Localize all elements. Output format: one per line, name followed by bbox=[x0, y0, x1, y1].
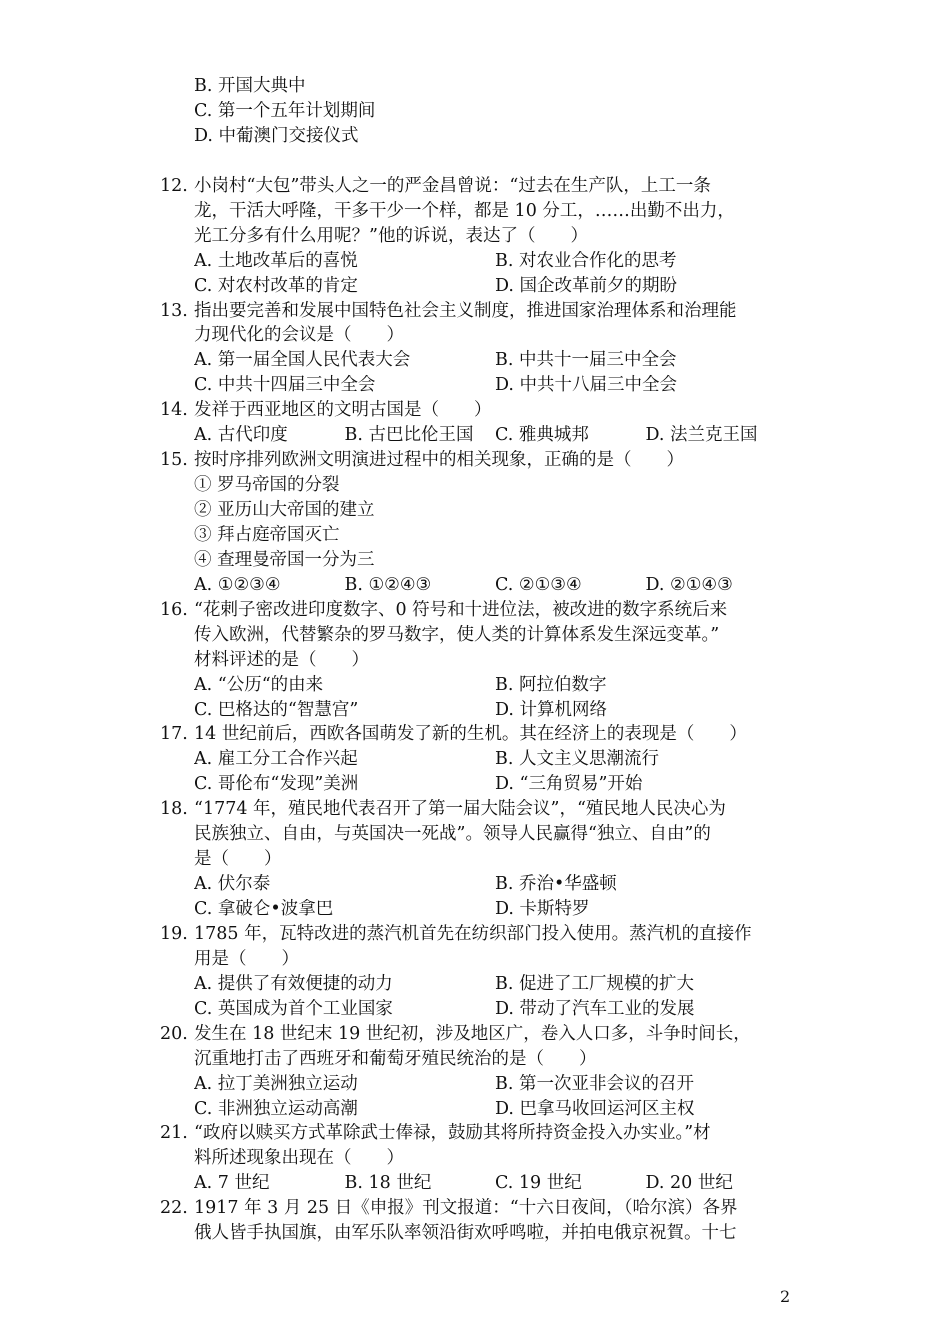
question-stem-line: 发祥于西亚地区的文明古国是（ ） bbox=[194, 400, 492, 421]
question-13 bbox=[160, 299, 796, 349]
question-stem-line: 俄人皆手执国旗，由军乐队率领沿街欢呼鸣啦，并拍电俄京祝賀。十七 bbox=[194, 1223, 737, 1244]
option-b: B. ①②④③ bbox=[344, 574, 432, 595]
question-stem-line: “政府以赎买方式革除武士俸禄，鼓励其将所持资金投入办实业。”材 bbox=[194, 1123, 711, 1144]
option-d: D. 国企改革前夕的期盼 bbox=[495, 275, 678, 296]
question-number: 16. bbox=[160, 599, 188, 620]
question-17-options bbox=[160, 747, 796, 797]
question-stem-line: 料所述现象出现在（ ） bbox=[194, 1148, 404, 1169]
option-b: B. 古巴比伦王国 bbox=[344, 425, 474, 446]
question-number: 14. bbox=[160, 400, 188, 421]
question-18 bbox=[160, 797, 796, 872]
question-number: 19. bbox=[160, 923, 188, 944]
question-16-options bbox=[160, 673, 796, 723]
question-20-options bbox=[160, 1072, 796, 1122]
question-21 bbox=[160, 1121, 796, 1171]
question-stem-line: 光工分多有什么用呢？”他的诉说，表达了（ ） bbox=[194, 225, 588, 246]
option-b: B. 乔治•华盛顿 bbox=[495, 874, 617, 895]
question-stem-line: 按时序排列欧洲文明演进过程中的相关现象，正确的是（ ） bbox=[194, 450, 684, 471]
option-a: A. 土地改革后的喜悦 bbox=[194, 250, 358, 271]
option-b: B. 第一次亚非会议的召开 bbox=[495, 1073, 694, 1094]
question-stem-line: 是（ ） bbox=[194, 849, 282, 870]
question-number: 22. bbox=[160, 1198, 188, 1219]
question-stem-line: 力现代化的会议是（ ） bbox=[194, 325, 404, 346]
option-a: A. “公历“的由来 bbox=[194, 674, 324, 695]
option-b: B. 中共十一届三中全会 bbox=[495, 350, 677, 371]
option-c: C. 雅典城邦 bbox=[495, 425, 589, 446]
question-14-options bbox=[160, 423, 796, 448]
page-content bbox=[160, 74, 796, 1246]
option: B. 开国大典中 bbox=[194, 76, 306, 96]
question-21-options bbox=[160, 1171, 796, 1196]
question-number: 13. bbox=[160, 300, 188, 321]
option-c: C. 巴格达的“智慧宫” bbox=[194, 699, 359, 720]
option-c: C. 对农村改革的肯定 bbox=[194, 275, 358, 296]
page-number: 2 bbox=[780, 1287, 791, 1306]
list-item: ① 罗马帝国的分裂 bbox=[194, 475, 340, 496]
question-13-options bbox=[160, 348, 796, 398]
question-number: 18. bbox=[160, 799, 188, 820]
option-d: D. ②①④③ bbox=[645, 574, 733, 595]
option-d: D. “三角贸易”开始 bbox=[495, 774, 643, 795]
question-15-items bbox=[160, 473, 796, 573]
question-stem-line: 龙，干活大呼隆，干多干少一个样，都是 10 分工，……出勤不出力， bbox=[194, 200, 735, 221]
option-d: D. 巴拿马收回运河区主权 bbox=[495, 1098, 695, 1119]
option-c: C. 英国成为首个工业国家 bbox=[194, 998, 393, 1019]
option-c: C. 哥伦布“发现”美洲 bbox=[194, 774, 359, 795]
option: D. 中葡澳门交接仪式 bbox=[194, 125, 359, 146]
question-number: 20. bbox=[160, 1023, 188, 1044]
question-14 bbox=[160, 398, 796, 423]
question-19 bbox=[160, 922, 796, 972]
option-b: B. 对农业合作化的思考 bbox=[495, 250, 677, 271]
question-stem-line: 发生在 18 世纪末 19 世纪初，涉及地区广，卷入人口多，斗争时间长， bbox=[194, 1023, 751, 1044]
question-number: 12. bbox=[160, 175, 188, 196]
question-18-options bbox=[160, 872, 796, 922]
option-b: B. 18 世纪 bbox=[344, 1173, 432, 1194]
list-item: ② 亚历山大帝国的建立 bbox=[194, 500, 375, 520]
option-a: A. 第一届全国人民代表大会 bbox=[194, 350, 411, 371]
option-a: A. 7 世纪 bbox=[194, 1173, 270, 1194]
option-c: C. ②①③④ bbox=[495, 574, 582, 595]
question-15-options bbox=[160, 573, 796, 598]
option-d: D. 带动了汽车工业的发展 bbox=[495, 998, 695, 1019]
question-stem-line: 1917 年 3 月 25 日《申报》刊文报道：“十六日夜间，（哈尔滨）各界 bbox=[194, 1198, 738, 1219]
question-19-options bbox=[160, 972, 796, 1022]
question-12-options bbox=[160, 249, 796, 299]
option-b: B. 促进了工厂规模的扩大 bbox=[495, 973, 694, 994]
question-stem-line: 用是（ ） bbox=[194, 948, 299, 969]
question-number: 21. bbox=[160, 1123, 188, 1144]
question-stem-line: 1785 年，瓦特改进的蒸汽机首先在纺织部门投入使用。蒸汽机的直接作 bbox=[194, 923, 752, 944]
question-12 bbox=[160, 174, 796, 249]
option-a: A. 雇工分工合作兴起 bbox=[194, 749, 358, 770]
option-c: C. 中共十四届三中全会 bbox=[194, 375, 376, 396]
option-d: D. 计算机网络 bbox=[495, 699, 608, 720]
option-d: D. 20 世纪 bbox=[645, 1173, 733, 1194]
question-stem-line: 传入欧洲，代替繁杂的罗马数字，使人类的计算体系发生深远变革。” bbox=[194, 624, 720, 645]
question-15 bbox=[160, 448, 796, 473]
question-stem-line: “花剌子密改进印度数字、0 符号和十进位法，被改进的数字系统后来 bbox=[194, 599, 728, 620]
option-d: D. 法兰克王国 bbox=[645, 425, 758, 446]
question-stem-line: 指出要完善和发展中国特色社会主义制度，推进国家治理体系和治理能 bbox=[194, 300, 737, 321]
option-c: C. 非洲独立运动高潮 bbox=[194, 1098, 358, 1119]
question-20 bbox=[160, 1022, 796, 1072]
list-item: ④ 查理曼帝国一分为三 bbox=[194, 549, 375, 570]
question-22 bbox=[160, 1196, 796, 1246]
carryover-options bbox=[160, 74, 796, 149]
question-16 bbox=[160, 598, 796, 673]
option-b: B. 阿拉伯数字 bbox=[495, 674, 607, 695]
list-item: ③ 拜占庭帝国灭亡 bbox=[194, 524, 340, 545]
option-b: B. 人文主义思潮流行 bbox=[495, 749, 659, 770]
option-c: C. 19 世纪 bbox=[495, 1173, 582, 1194]
question-stem-line: 沉重地打击了西班牙和葡萄牙殖民统治的是（ ） bbox=[194, 1048, 597, 1069]
option-a: A. 伏尔泰 bbox=[194, 874, 271, 895]
question-stem-line: 民族独立、自由，与英国决一死战”。领导人民赢得“独立、自由”的 bbox=[194, 824, 711, 845]
option-c: C. 拿破仑•波拿巴 bbox=[194, 899, 334, 919]
question-stem-line: 材料评述的是（ ） bbox=[194, 649, 369, 670]
question-stem-line: 小岗村“大包”带头人之一的严金昌曾说：“过去在生产队，上工一条 bbox=[194, 175, 711, 196]
question-stem-line: 14 世纪前后，西欧各国萌发了新的生机。其在经济上的表现是（ ） bbox=[194, 724, 747, 745]
question-number: 17. bbox=[160, 724, 188, 745]
question-stem-line: “1774 年，殖民地代表召开了第一届大陆会议”，“殖民地人民决心为 bbox=[194, 799, 726, 820]
option-a: A. ①②③④ bbox=[194, 574, 281, 595]
option-d: D. 卡斯特罗 bbox=[495, 899, 590, 919]
option: C. 第一个五年计划期间 bbox=[194, 100, 376, 121]
question-number: 15. bbox=[160, 450, 188, 471]
option-a: A. 拉丁美洲独立运动 bbox=[194, 1073, 358, 1094]
option-a: A. 古代印度 bbox=[194, 425, 288, 446]
question-17 bbox=[160, 722, 796, 747]
option-a: A. 提供了有效便捷的动力 bbox=[194, 973, 393, 994]
option-d: D. 中共十八届三中全会 bbox=[495, 375, 678, 396]
